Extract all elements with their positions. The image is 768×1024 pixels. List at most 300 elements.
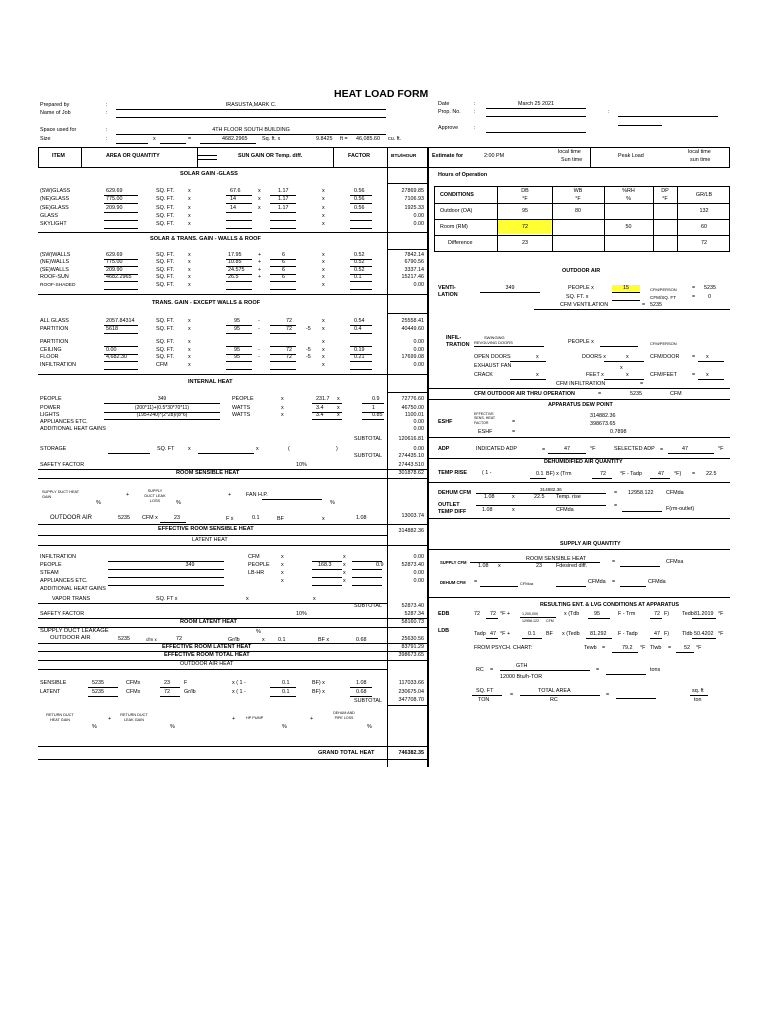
storage-paren: ( <box>288 446 290 452</box>
sg-b[interactable]: 1.17 <box>278 196 289 202</box>
trans-qty[interactable]: 2057.84314 <box>106 318 135 324</box>
sg-x3: x <box>322 213 325 219</box>
sg-x3: x <box>322 196 325 202</box>
trans-a[interactable]: 95 <box>234 347 240 353</box>
ind-adp-val[interactable]: 47 <box>564 446 570 452</box>
ldb-unit: °F <box>718 631 724 637</box>
edb-f2: F) <box>664 611 670 617</box>
supply-td: 23 <box>536 563 542 569</box>
latent-title: LATENT HEAT <box>192 537 228 543</box>
cond-col-header: WB <box>573 188 583 194</box>
latent-x2: x <box>343 562 346 568</box>
trans-qty[interactable]: 0.00 <box>106 347 117 353</box>
internal-a[interactable]: 231.7 <box>316 396 330 402</box>
edb-small2: 12958.122 <box>522 619 539 623</box>
prepared-by-label: Prepared by <box>40 102 70 108</box>
edb-unit: °F <box>718 611 724 617</box>
eff-latent-label: EFFECTIVE ROOM LATENT HEAT <box>162 644 252 650</box>
diff-db: 23 <box>522 240 528 246</box>
trans-qty[interactable]: 4,682.30 <box>106 354 127 360</box>
oa-sens-paren: x ( 1 - <box>232 680 246 686</box>
sg-item: (NE)GLASS <box>40 196 70 202</box>
trans-a[interactable]: 95 <box>234 318 240 324</box>
internal-item: ADDITIONAL HEAT GAINS <box>40 426 106 432</box>
sg-item: SKYLIGHT <box>40 221 67 227</box>
wall-qty[interactable]: 4682.2965 <box>106 274 132 280</box>
cfm-sqft: CFM/SQ. FT <box>650 295 677 300</box>
sg-a[interactable]: 67.6 <box>230 188 241 194</box>
cond-col-header: % <box>626 196 631 202</box>
oa-bf: 0.1 <box>252 515 260 521</box>
trans-unit: SQ. FT. <box>156 339 175 345</box>
tr-res: 22.5 <box>706 471 717 477</box>
sg-x: x <box>188 188 191 194</box>
trans-item: ALL GLASS <box>40 318 69 324</box>
ft-eq-label: ft = <box>340 136 348 142</box>
sg-x3: x <box>322 188 325 194</box>
internal-qty[interactable]: 349 <box>157 396 167 402</box>
plus: + <box>310 716 314 722</box>
sg-factor[interactable]: 0.56 <box>354 205 365 211</box>
ldb-adp2: 47 <box>654 631 660 637</box>
latent-f[interactable]: 0.9 <box>376 562 384 568</box>
trans-c[interactable]: -5 <box>306 326 311 332</box>
safety-btu: 27443.510 <box>398 462 424 468</box>
oa-lat2-fac: 0.68 <box>356 689 367 695</box>
col-factor: FACTOR <box>348 153 371 159</box>
supply-duct-heat-gain: SUPPLY DUCT HEAT GAIN <box>42 490 79 499</box>
oa-lat2-label: LATENT <box>40 689 61 695</box>
eq: = <box>542 447 546 453</box>
x: x <box>620 365 623 371</box>
wall-factor[interactable]: 0.1 <box>354 274 362 280</box>
prepared-by-value[interactable]: IRASUSTA,MARK C. <box>225 102 277 108</box>
sqft-ton-den: TON <box>478 697 490 703</box>
wall-qty[interactable]: 629.69 <box>106 252 123 258</box>
revolving: REVOLVING DOORS <box>474 340 513 345</box>
wall-item: (SE)WALLS <box>40 267 69 273</box>
cfm-person2: CFM/PERSON <box>650 341 677 346</box>
date-label: Date <box>438 101 450 107</box>
x: x <box>626 372 629 378</box>
wall-factor[interactable]: 0.52 <box>354 259 365 265</box>
space-used-label: Space used for <box>40 127 77 133</box>
eq: = <box>596 667 600 673</box>
cfm-oa-val: 5235 <box>630 391 642 397</box>
col-sun: SUN GAIN OR Temp. diff. <box>238 153 303 159</box>
trans-btu: 17699.08 <box>401 354 424 360</box>
room-rh[interactable]: 50 <box>625 224 632 230</box>
size-value[interactable]: 4682.2965 <box>222 136 248 142</box>
sg-btu: 0.00 <box>413 213 424 219</box>
volume-value[interactable]: 46,085.60 <box>356 136 380 142</box>
ldb-label: LDB <box>438 628 450 634</box>
latent-item: ADDITIONAL HEAT GAINS <box>40 586 106 592</box>
return-duct: RETURN DUCT HEAT GAIN <box>46 713 74 722</box>
trans-x: x <box>188 347 191 353</box>
internal-f[interactable]: 0.85 <box>372 412 383 418</box>
internal-f[interactable]: 1 <box>372 405 375 411</box>
edb-tdb: x (Tdb <box>564 611 580 617</box>
trans-x: x <box>188 318 191 324</box>
sg-qty[interactable]: 775.00 <box>106 196 123 202</box>
trans-item: PARTITION <box>40 326 69 332</box>
diff-gr: 72 <box>701 240 707 246</box>
ldb-tadp: Tadp <box>474 631 486 637</box>
room-gr: 60 <box>701 224 707 230</box>
trans-x3: x <box>322 362 325 368</box>
ldb-tedb: x (Tedb <box>562 631 580 637</box>
dehum-num: 314882.36 <box>540 487 562 492</box>
venti-people[interactable]: 349 <box>505 285 515 291</box>
conditions-label: CONDITIONS <box>440 192 474 198</box>
colon: : <box>106 102 108 108</box>
estimate-time[interactable]: 2:00 PM <box>484 153 505 159</box>
sg-x2: x <box>258 205 261 211</box>
ldb-bfx: BF <box>546 631 553 637</box>
trans-c[interactable]: -5 <box>306 347 311 353</box>
room-latent-label: ROOM LATENT HEAT <box>180 619 237 625</box>
open-doors: OPEN DOORS <box>474 354 511 360</box>
trans-b[interactable]: 72 <box>286 347 292 353</box>
eff-sensible-value: 314882.36 <box>398 528 424 534</box>
sg-btu: 7106.93 <box>404 196 424 202</box>
latent-x2: x <box>343 554 346 560</box>
safety-label: SAFETY FACTOR <box>40 462 85 468</box>
outdoor-db[interactable]: 95 <box>522 208 528 214</box>
supply-qty-title: SUPPLY AIR QUANTITY <box>560 541 621 547</box>
latent-x: x <box>281 554 284 560</box>
trans-x3: x <box>322 326 325 332</box>
wall-x: x <box>188 252 191 258</box>
x: x <box>512 507 515 513</box>
temp-rise-label: TEMP RISE <box>438 470 467 476</box>
sel-adp-val[interactable]: 47 <box>682 446 688 452</box>
outlet-cfm: CFMda <box>556 507 574 513</box>
wall-item: ROOF-SHADED <box>40 283 76 288</box>
wall-factor[interactable]: 0.52 <box>354 252 365 258</box>
oa-fac: 1.08 <box>356 515 367 521</box>
cuft-label: cu. ft. <box>388 136 402 142</box>
trans-item: INFILTRATION <box>40 362 77 368</box>
trans-b[interactable]: 72 <box>286 318 292 324</box>
cond-col-header: DP <box>661 188 669 194</box>
sqft-x-label: Sq. ft. x <box>262 136 281 142</box>
sg-factor[interactable]: 0.56 <box>354 196 365 202</box>
internal-btu: 1100.01 <box>404 412 424 418</box>
trans-factor[interactable]: 0.54 <box>354 318 365 324</box>
sg-item: GLASS <box>40 213 58 219</box>
doors-x: DOORS x <box>582 354 606 360</box>
trans-a[interactable]: 95 <box>234 326 240 332</box>
tlwb: Tlwb <box>650 645 662 651</box>
col-item: ITEM <box>52 153 65 159</box>
cfm-feet: CFM/FEET <box>650 372 677 378</box>
trans-x3: x <box>322 318 325 324</box>
eq: = <box>660 447 664 453</box>
edb-toa: 95 <box>594 611 600 617</box>
sg-a[interactable]: 14 <box>230 205 236 211</box>
oa-bf-label: BF <box>277 516 284 522</box>
room-latent-value: 58160.73 <box>401 619 424 625</box>
people-x: PEOPLE x <box>568 285 594 291</box>
wall-a[interactable]: 17.95 <box>228 252 242 258</box>
wall-x2: + <box>258 252 262 258</box>
sg-btu: 0.00 <box>413 221 424 227</box>
wall-b[interactable]: 6 <box>282 267 285 273</box>
wall-unit: SQ. FT. <box>156 274 175 280</box>
internal-x2: x <box>337 405 340 411</box>
wall-btu: 3337.14 <box>404 267 424 273</box>
oa-sens-cfmx: CFMx <box>126 680 141 686</box>
return-leak: RETURN DUCT LEAK GAIN <box>120 713 148 722</box>
trans-factor[interactable]: 0.4 <box>354 326 362 332</box>
room-sensible-value: 301878.62 <box>398 470 424 476</box>
oa-sens-fac: 1.08 <box>356 680 367 686</box>
colon: : <box>474 101 476 107</box>
dehum-rise: 22.5 <box>534 494 545 500</box>
sg-qty[interactable]: 209.90 <box>106 205 123 211</box>
latent-item: INFILTRATION <box>40 554 77 560</box>
wall-x3: x <box>322 252 325 258</box>
latent-unit: CFM <box>248 554 260 560</box>
latent-item: APPLIANCES ETC. <box>40 578 88 584</box>
date-value[interactable]: March 25 2021 <box>518 101 554 107</box>
oa-lat-btu: 25630.56 <box>401 636 424 642</box>
edb-trm2: 72 <box>654 611 660 617</box>
edb-tedb: Tedb <box>682 611 694 617</box>
internal-unit: WATTS <box>232 405 251 411</box>
room-db[interactable]: 72 <box>522 224 528 230</box>
colon: : <box>474 109 476 115</box>
sg-x2: x <box>258 188 261 194</box>
eshf-label: ESHF <box>438 419 453 425</box>
internal-a[interactable]: 3.4 <box>316 405 324 411</box>
storage-x2: x <box>256 446 259 452</box>
f-rm-outlet: F(rm-outlet) <box>666 506 695 512</box>
swinging: SWINGING <box>484 335 505 340</box>
sg-x2: x <box>258 196 261 202</box>
storage-x: x <box>188 446 191 452</box>
eshf-val: 0.7898 <box>610 429 627 435</box>
eq: = <box>612 559 616 565</box>
oa-lat-fac: 0.68 <box>356 637 367 643</box>
cond-col-header: °F <box>662 196 668 202</box>
outdoor-air-title: OUTDOOR AIR <box>562 268 601 274</box>
trans-a[interactable]: 95 <box>234 354 240 360</box>
fan-hp: FAN H.P. <box>246 492 268 498</box>
wall-btu: 15217.46 <box>401 274 424 280</box>
sg-btu: 27869.85 <box>401 188 424 194</box>
subtotal-label: SUBTOTAL <box>354 603 382 609</box>
eq: = <box>510 692 514 698</box>
latent-qty[interactable]: 349 <box>185 562 195 568</box>
supply-duct-leak: SUPPLY DUCT LEAK LOSS <box>144 489 166 503</box>
eq: = <box>642 302 646 308</box>
oa-lat-grlb: Gr/lb <box>228 637 240 643</box>
dehum-fac: 1.08 <box>484 494 495 500</box>
trans-item: FLOOR <box>40 354 59 360</box>
cfm-person-val[interactable]: 15 <box>623 285 629 291</box>
supply-cfm-label: SUPPLY CFM <box>440 560 467 565</box>
storage-btu: 0.00 <box>413 446 424 452</box>
sg-a[interactable]: 14 <box>230 196 236 202</box>
people-x2: PEOPLE x <box>568 339 594 345</box>
space-used-value[interactable]: 4TH FLOOR SOUTH BUILDING <box>212 127 290 133</box>
latent-subtotal: 52873.40 <box>401 603 424 609</box>
wall-item: (NE)WALLS <box>40 259 70 265</box>
eq: = <box>692 294 696 300</box>
pct: % <box>367 724 372 730</box>
exhaust-fan: EXHAUST FAN <box>474 363 512 369</box>
oa-lat2-bfx: BF) x <box>312 689 325 695</box>
trans-factor[interactable]: 0.19 <box>354 347 365 353</box>
trans-qty[interactable]: 5618 <box>106 326 118 332</box>
wall-b[interactable]: 6 <box>282 252 285 258</box>
colon: : <box>106 127 108 133</box>
trans-m: - <box>258 354 260 360</box>
size-x: x <box>153 136 156 142</box>
vapor-x: x <box>246 596 249 602</box>
internal-a[interactable]: 3.4 <box>316 412 324 418</box>
ldb-val: 50.4202 <box>694 631 714 637</box>
oa-sens-btu: 117033.66 <box>398 680 424 686</box>
plus: + <box>108 716 112 722</box>
edb-label: EDB <box>438 611 450 617</box>
subtotal-label: SUBTOTAL <box>354 698 382 704</box>
wall-qty[interactable]: 209.90 <box>106 267 123 273</box>
eshf-num: 314882.36 <box>590 413 616 419</box>
internal-f[interactable]: 0.9 <box>372 396 380 402</box>
colon: : <box>106 110 108 116</box>
dehum-title: DEHUMIDIFIED AIR QUANTITY <box>544 459 623 465</box>
latent-a[interactable]: 168.3 <box>318 562 332 568</box>
sg-b[interactable]: 1.17 <box>278 205 289 211</box>
height-value[interactable]: 9.8425 <box>316 136 333 142</box>
ton-unit: ton <box>694 697 702 703</box>
sg-unit: SQ. FT. <box>156 188 175 194</box>
prop-no-label: Prop. No. <box>438 109 461 115</box>
adp-label: ADP <box>438 446 450 452</box>
selected-adp: SELECTED ADP <box>614 446 655 452</box>
cond-col-header: %RH <box>622 188 635 194</box>
eq: = <box>612 579 616 585</box>
wall-x2: + <box>258 274 262 280</box>
sg-qty[interactable]: 629.69 <box>106 188 123 194</box>
size-eq: = <box>188 136 192 142</box>
eff-sensible-label: EFFECTIVE ROOM SENSIBLE HEAT <box>158 526 254 532</box>
trans-x: x <box>188 326 191 332</box>
name-of-job-label: Name of Job <box>40 110 71 116</box>
oa-lat-cfmx: cfm x <box>146 637 157 642</box>
internal-title: INTERNAL HEAT <box>188 379 233 385</box>
wall-x3: x <box>322 282 325 288</box>
trans-unit: SQ. FT. <box>156 347 175 353</box>
oa-lat2-gr: 72 <box>164 689 170 695</box>
plus: + <box>126 492 130 498</box>
wall-x: x <box>188 282 191 288</box>
storage-unit: SQ. FT <box>157 446 175 452</box>
sg-x: x <box>188 196 191 202</box>
oa-heat-title: OUTDOOR AIR HEAT <box>180 661 234 667</box>
trans-b[interactable]: 72 <box>286 354 292 360</box>
outdoor-wb[interactable]: 80 <box>575 208 581 214</box>
cfmda2: CFMda <box>588 579 606 585</box>
oa-cfm-x: CFM x <box>142 515 158 521</box>
trans-btu: 0.00 <box>413 347 424 353</box>
eq: = <box>490 667 494 673</box>
latent-btu: 0.00 <box>413 570 424 576</box>
vapor-unit: SQ. FT x <box>156 596 178 602</box>
wall-unit: SQ. FT. <box>156 259 175 265</box>
trans-unit: SQ. FT. <box>156 318 175 324</box>
latent-btu: 52873.40 <box>401 562 424 568</box>
trans-b[interactable]: 72 <box>286 326 292 332</box>
total-area: TOTAL AREA <box>538 688 571 694</box>
col-area: AREA OR QUANTITY <box>106 153 160 159</box>
trans-m: - <box>258 318 260 324</box>
trans-title: TRANS. GAIN - EXCEPT WALLS & ROOF <box>152 300 261 306</box>
latent-btu: 0.00 <box>413 578 424 584</box>
internal-item: POWER <box>40 405 61 411</box>
wall-a[interactable]: 10.85 <box>228 259 242 265</box>
eq: = <box>692 471 696 477</box>
oa-btu: 13003.74 <box>401 513 424 519</box>
walls-title: SOLAR & TRANS. GAIN - WALLS & ROOF <box>150 236 261 242</box>
wall-a[interactable]: 26.5 <box>228 274 239 280</box>
tewb-val[interactable]: 79.2 <box>622 645 633 651</box>
latent-x: x <box>281 570 284 576</box>
wall-b[interactable]: 6 <box>282 259 285 265</box>
internal-qty[interactable]: (200*11)+(0.5*30*70*11) <box>134 405 190 411</box>
wall-b[interactable]: 6 <box>282 274 285 280</box>
dehum-res: 12958.122 <box>628 490 654 496</box>
wall-x2: + <box>258 259 262 265</box>
subtotal-label: SUBTOTAL <box>354 436 382 442</box>
x: x <box>706 354 709 360</box>
tlwb-unit: °F <box>696 645 702 651</box>
wall-a[interactable]: 24.575 <box>228 267 245 273</box>
sg-x: x <box>188 205 191 211</box>
oa-lat-bf: 0.1 <box>278 637 286 643</box>
sqft-x: SQ. FT. x <box>566 294 589 300</box>
rc-label: RC <box>476 667 484 673</box>
latent-unit: PEOPLE <box>248 562 270 568</box>
outdoor-gr: 132 <box>699 208 709 214</box>
wall-factor[interactable]: 0.52 <box>354 267 365 273</box>
oa-x: x <box>322 516 325 522</box>
sg-factor[interactable]: 0.56 <box>354 188 365 194</box>
trans-m: - <box>258 347 260 353</box>
cfm-door: CFM/DOOR <box>650 354 680 360</box>
tlwb-val[interactable]: 52 <box>684 645 690 651</box>
edb-trm-label: 72 <box>474 611 480 617</box>
latent-safety-btu: 5287.34 <box>404 611 424 617</box>
oa-f-x: F x <box>226 516 234 522</box>
x: x <box>626 354 629 360</box>
latent-x: x <box>281 562 284 568</box>
internal-item: PEOPLE <box>40 396 62 402</box>
wall-qty[interactable]: 775.00 <box>106 259 123 265</box>
trans-c[interactable]: -5 <box>306 354 311 360</box>
internal-qty[interactable]: (195+240)*(2*28)/(8*6) <box>136 412 188 418</box>
sg-b[interactable]: 1.17 <box>278 188 289 194</box>
eshf-label: ESHF <box>478 429 493 435</box>
col-btu: BTU/HOUR <box>391 154 417 159</box>
trans-factor[interactable]: 0.21 <box>354 354 365 360</box>
pct: % <box>282 724 287 730</box>
ldb-edb: 81.292 <box>590 631 607 637</box>
